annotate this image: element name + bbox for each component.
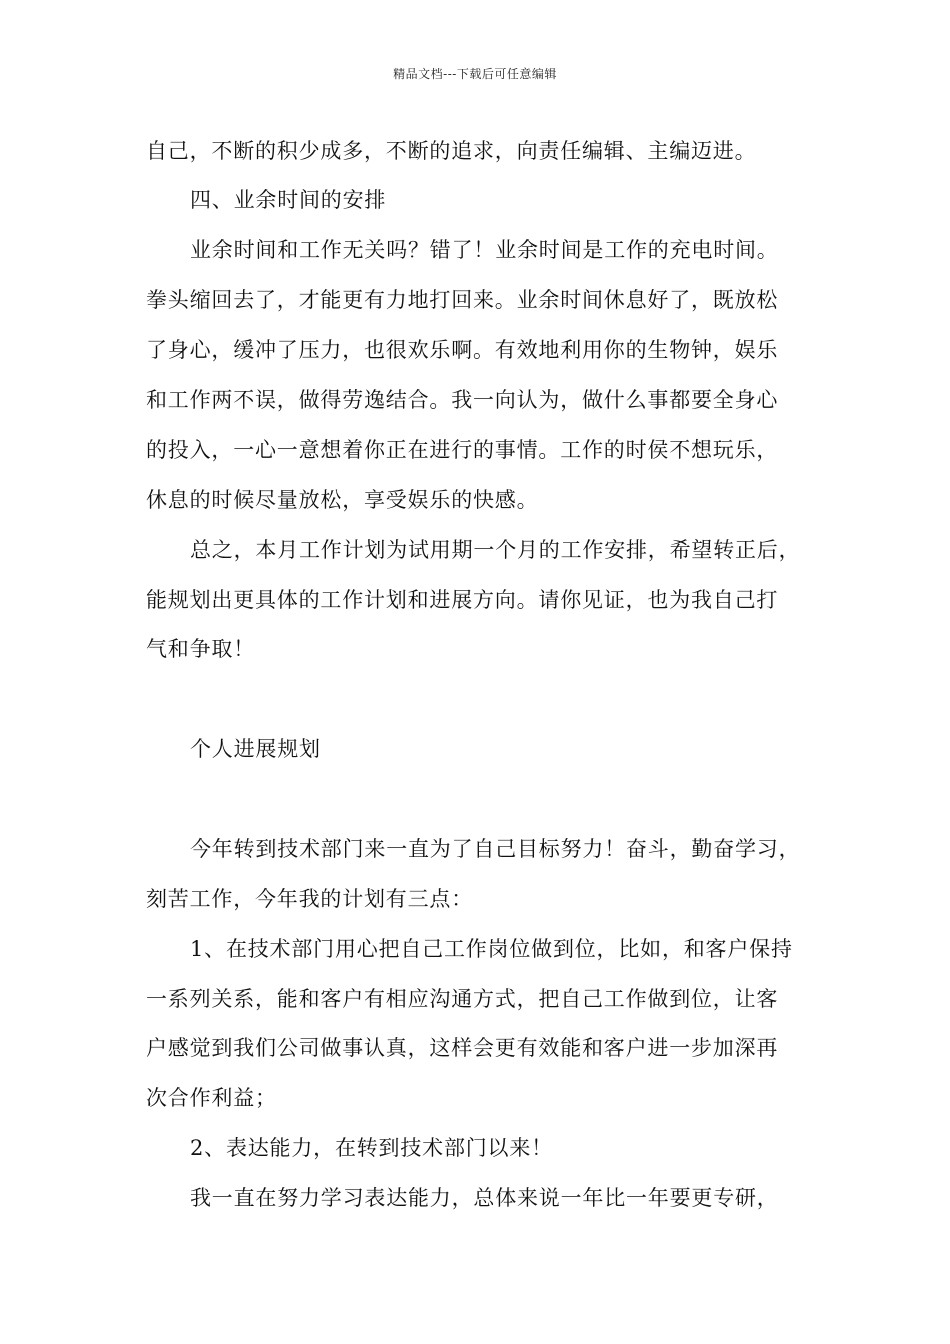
section-title: 个人进展规划 bbox=[190, 737, 321, 761]
paragraph-start: 我一直在努力学习表达能力，总体来说一年比一年要更专研， bbox=[190, 1186, 779, 1210]
body-line: 了身心，缓冲了压力，也很欢乐啊。有效地利用你的生物钟，娱乐 bbox=[146, 338, 779, 362]
body-line: 气和争取！ bbox=[146, 637, 255, 661]
body-line: 户感觉到我们公司做事认真，这样会更有效能和客户进一步加深再 bbox=[146, 1036, 779, 1060]
body-line: 刻苦工作，今年我的计划有三点： bbox=[146, 887, 473, 911]
paragraph-start: 业余时间和工作无关吗？错了！业余时间是工作的充电时间。 bbox=[190, 238, 779, 262]
paragraph-start: 今年转到技术部门来一直为了自己目标努力！奋斗，勤奋学习， bbox=[190, 837, 801, 861]
list-item-start: 1、在技术部门用心把自己工作岗位做到位，比如，和客户保持 bbox=[190, 937, 793, 961]
body-line: 拳头缩回去了，才能更有力地打回来。业余时间休息好了，既放松 bbox=[146, 288, 779, 312]
list-item-start: 2、表达能力，在转到技术部门以来！ bbox=[190, 1136, 553, 1160]
section-heading: 四、业余时间的安排 bbox=[190, 188, 387, 212]
body-line: 和工作两不误，做得劳逸结合。我一向认为，做什么事都要全身心 bbox=[146, 388, 779, 412]
body-line: 自己，不断的积少成多，不断的追求，向责任编辑、主编迈进。 bbox=[146, 139, 757, 163]
body-line: 一系列关系，能和客户有相应沟通方式，把自己工作做到位，让客 bbox=[146, 987, 779, 1011]
body-line: 能规划出更具体的工作计划和进展方向。请你见证，也为我自己打 bbox=[146, 588, 779, 612]
page-header: 精品文档---下载后可任意编辑 bbox=[393, 67, 557, 81]
body-line: 的投入，一心一意想着你正在进行的事情。工作的时侯不想玩乐， bbox=[146, 438, 779, 462]
paragraph-start: 总之，本月工作计划为试用期一个月的工作安排，希望转正后， bbox=[190, 538, 801, 562]
body-line: 次合作利益； bbox=[146, 1086, 277, 1110]
body-line: 休息的时候尽量放松，享受娱乐的快感。 bbox=[146, 488, 539, 512]
